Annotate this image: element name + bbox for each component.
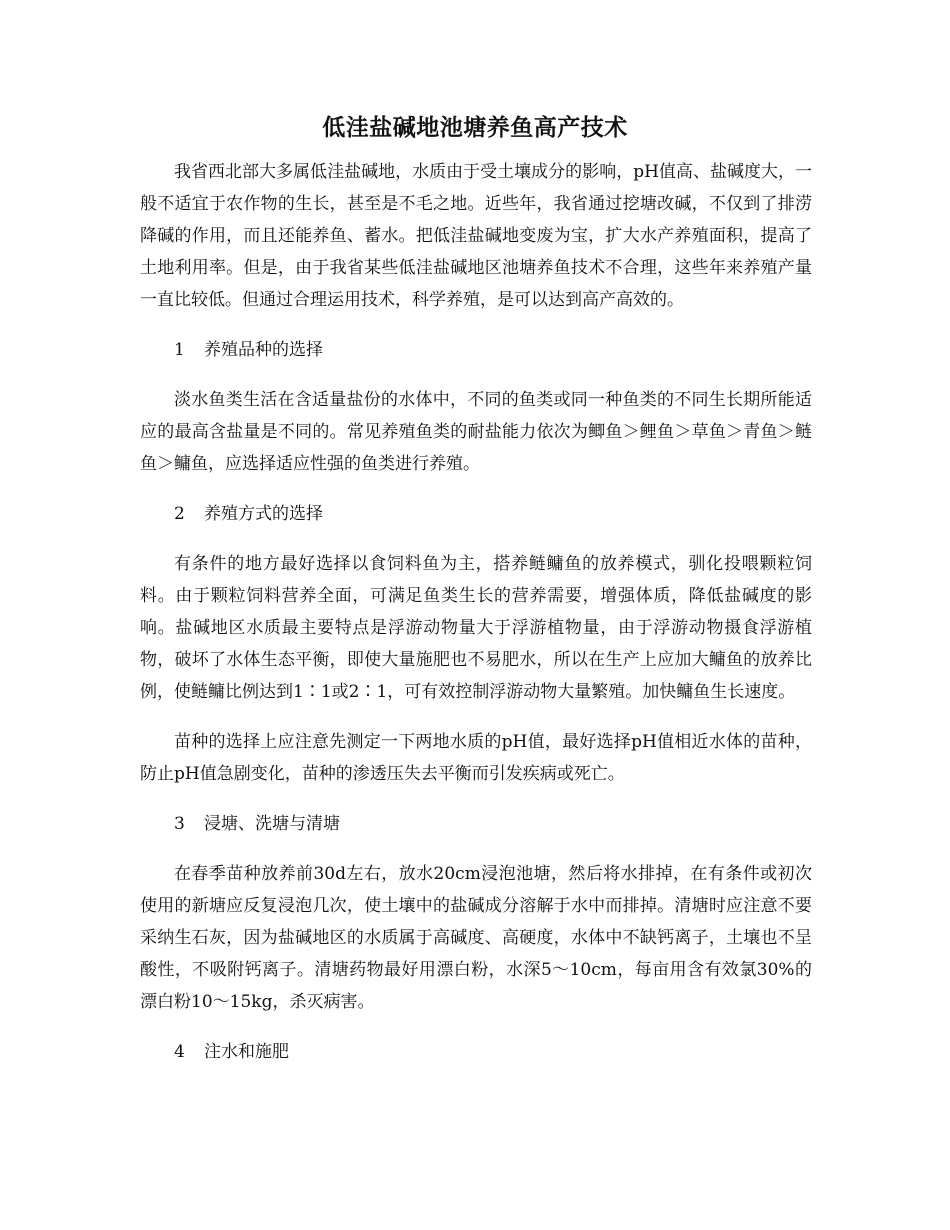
section-heading-1 [140, 334, 812, 366]
section-title: 养殖品种的选择 [204, 340, 323, 360]
section-number: 2 [174, 504, 185, 524]
section-title: 养殖方式的选择 [204, 504, 323, 524]
section-number: 4 [174, 1042, 185, 1062]
section-number: 3 [174, 814, 185, 834]
body-paragraph: 淡水鱼类生活在含适量盐份的水体中，不同的鱼类或同一种鱼类的不同生长期所能适应的最高含盐量是不同的。常见养殖鱼类的耐盐能力依次为鲫鱼＞鲤鱼＞草鱼＞青鱼＞鲢鱼＞鳙鱼，应选择适应性强的鱼类进行养殖。 [140, 390, 812, 474]
body-paragraph: 在春季苗种放养前30d左右，放水20cm浸泡池塘，然后将水排掉，在有条件或初次使用的新塘应反复浸泡几次，使土壤中的盐碱成分溶解于水中而排掉。清塘时应注意不要采纳生石灰，因为盐碱地区的水质属于高碱度、高硬度，水体中不缺钙离子，土壤也不呈酸性，不吸附钙离子。清塘药物最好用漂白粉，水深5～10cm，每亩用含有效氯30%的漂白粉10～15kg，杀灭病害。 [140, 864, 812, 1012]
intro-paragraph: 我省西北部大多属低洼盐碱地，水质由于受土壤成分的影响，pH值高、盐碱度大，一般不适宜于农作物的生长，甚至是不毛之地。近些年，我省通过挖塘改碱，不仅到了排涝降碱的作用，而且还能养鱼、蓄水。把低洼盐碱地变废为宝，扩大水产养殖面积，提高了土地利用率。但是，由于我省某些低洼盐碱地区池塘养鱼技术不合理，这些年来养殖产量一直比较低。但通过合理运用技术，科学养殖，是可以达到高产高效的。 [140, 162, 812, 310]
section-heading-4 [140, 1036, 812, 1068]
section-title: 注水和施肥 [204, 1042, 289, 1062]
section-heading-2 [140, 498, 812, 530]
section-number: 1 [174, 340, 185, 360]
body-paragraph: 苗种的选择上应注意先测定一下两地水质的pH值，最好选择pH值相近水体的苗种，防止pH值急剧变化，苗种的渗透压失去平衡而引发疾病或死亡。 [140, 732, 812, 784]
document-body [140, 156, 812, 1086]
document-title: 低洼盐碱地池塘养鱼高产技术 [322, 114, 628, 141]
body-paragraph: 有条件的地方最好选择以食饲料鱼为主，搭养鲢鳙鱼的放养模式，驯化投喂颗粒饲料。由于颗粒饲料营养全面，可满足鱼类生长的营养需要，增强体质，降低盐碱度的影响。盐碱地区水质最主要特点是浮游动物量大于浮游植物量，由于浮游动物摄食浮游植物，破坏了水体生态平衡，即使大量施肥也不易肥水，所以在生产上应加大鳙鱼的放养比例，使鲢鳙比例达到1∶1或2∶1，可有效控制浮游动物大量繁殖。加快鳙鱼生长速度。 [140, 554, 812, 702]
section-heading-3 [140, 808, 812, 840]
section-title: 浸塘、洗塘与清塘 [204, 814, 340, 834]
